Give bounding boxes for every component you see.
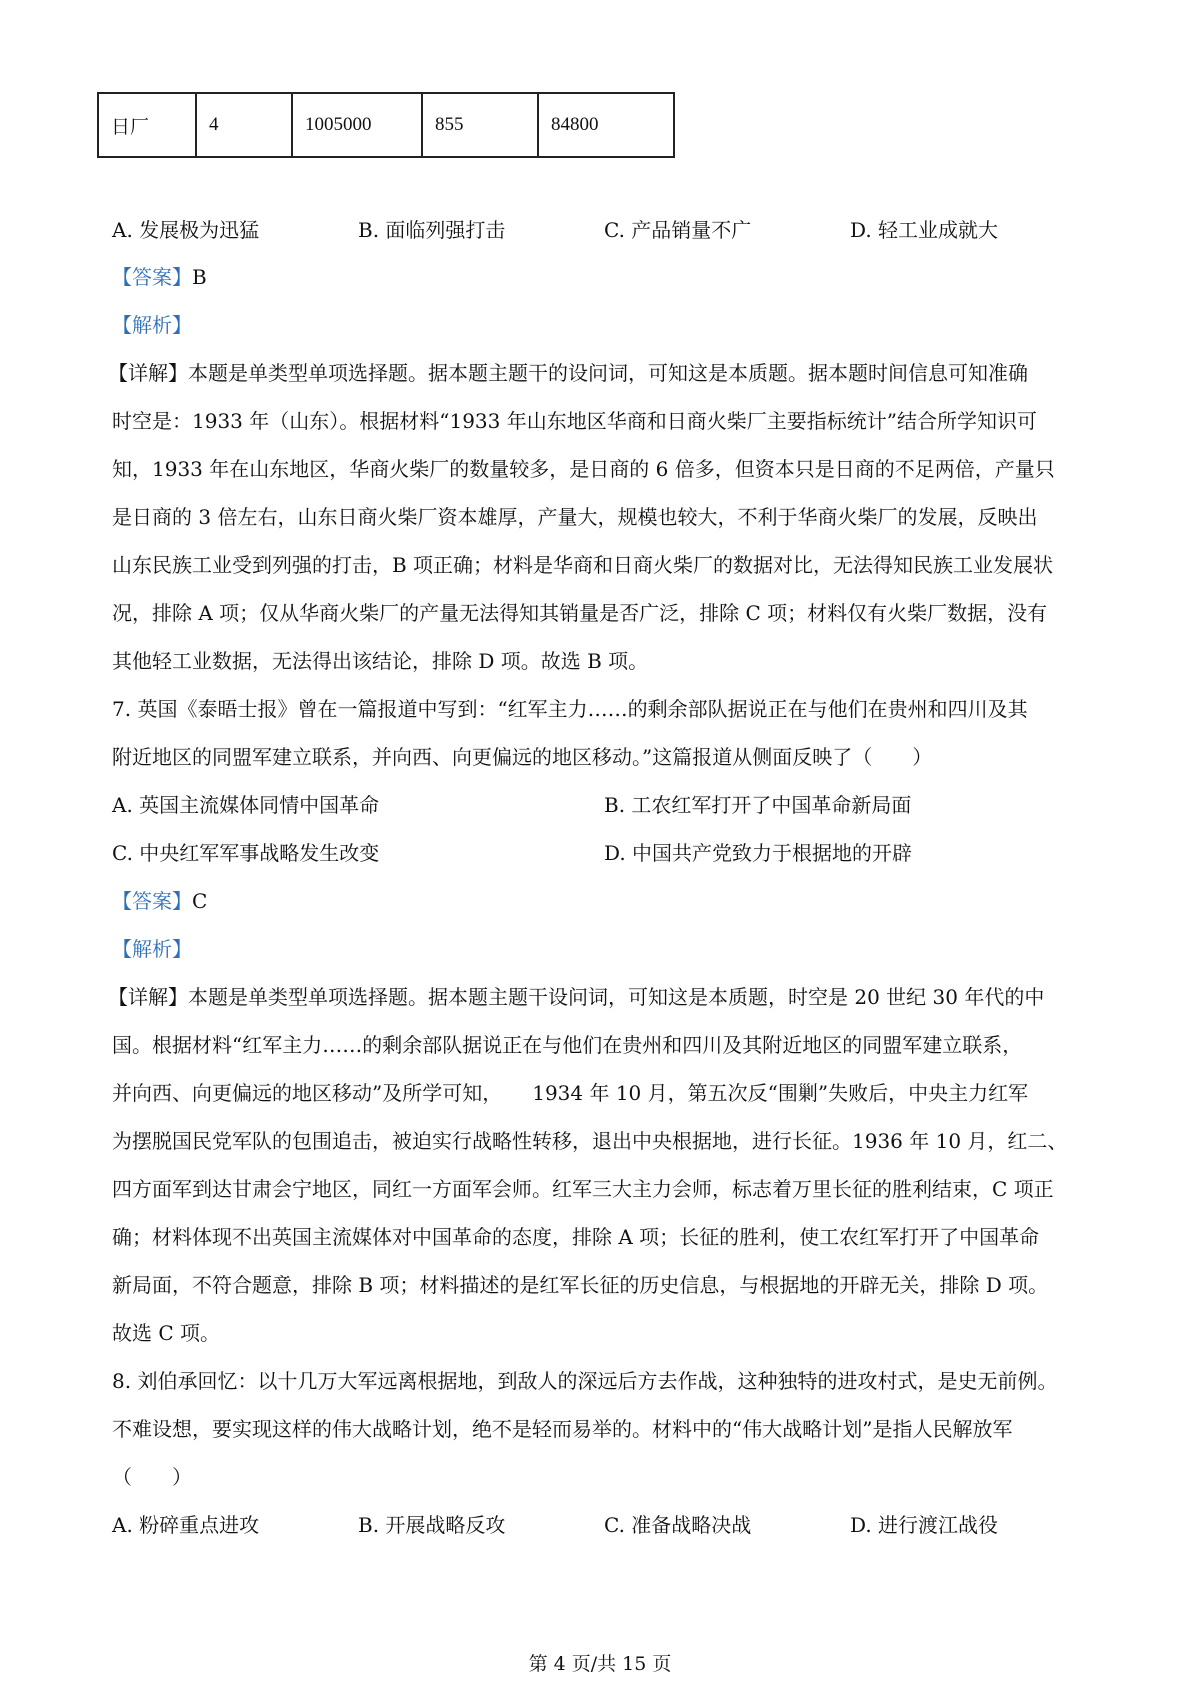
q8-option-a: A. 粉碎重点进攻 — [112, 1513, 260, 1537]
q6-option-d: D. 轻工业成就大 — [850, 218, 999, 242]
q7-detail-line: 为摆脱国民党军队的包围追击，被迫实行战略性转移，退出中央根据地，进行长征。1936 年 10 月，红二、 — [112, 1129, 1068, 1153]
table-cell: 84800 — [538, 93, 674, 157]
q8-option-d: D. 进行渡江战役 — [850, 1513, 999, 1537]
q7-detail-line: 故选 C 项。 — [112, 1321, 221, 1345]
q7-detail-line: 国。根据材料“红军主力……的剩余部队据说正在与他们在贵州和四川及其附近地区的同盟军建立联系， — [112, 1033, 1023, 1057]
q7-detail-line: 四方面军到达甘肃会宁地区，同红一方面军会师。红军三大主力会师，标志着万里长征的胜利结束，C 项正 — [112, 1177, 1054, 1201]
answer-tag: 【答案】 — [112, 889, 192, 913]
q7-stem-line: 7. 英国《泰晤士报》曾在一篇报道中写到：“红军主力……的剩余部队据说正在与他们在贵州和四川及其 — [112, 697, 1028, 721]
table-cell: 4 — [196, 93, 292, 157]
q8-option-b: B. 开展战略反攻 — [358, 1513, 506, 1537]
q7-detail-line: 并向西、向更偏远的地区移动”及所学可知， 1934 年 10 月，第五次反“围剿”失败后，中央主力红军 — [112, 1081, 1029, 1105]
q7-option-b: B. 工农红军打开了中国革命新局面 — [604, 793, 912, 817]
analysis-tag: 【解析】 — [112, 313, 192, 337]
q7-detail-line: 新局面，不符合题意，排除 B 项；材料描述的是红军长征的历史信息，与根据地的开辟无关，排除 D 项。 — [112, 1273, 1049, 1297]
page-footer: 第 4 页/共 15 页 — [528, 1653, 672, 1675]
q7-answer — [112, 889, 1112, 913]
q6-detail-line: 其他轻工业数据，无法得出该结论，排除 D 项。故选 B 项。 — [112, 649, 649, 673]
q6-detail-line: 是日商的 3 倍左右，山东日商火柴厂资本雄厚，产量大，规模也较大，不利于华商火柴厂的发展，反映出 — [112, 505, 1038, 529]
table-cell: 855 — [422, 93, 538, 157]
q8-stem-line: 8. 刘伯承回忆：以十几万大军远离根据地，到敌人的深远后方去作战，这种独特的进攻村式，是史无前例。 — [112, 1369, 1058, 1393]
answer-tag: 【答案】 — [112, 265, 192, 289]
q6-detail-line: 时空是：1933 年（山东）。根据材料“1933 年山东地区华商和日商火柴厂主要指标统计”结合所学知识可 — [112, 409, 1037, 433]
q6-option-c: C. 产品销量不广 — [604, 218, 752, 242]
table-cell: 1005000 — [292, 93, 422, 157]
answer-value: C — [192, 889, 208, 913]
q7-detail-line — [108, 985, 1108, 1009]
answer-value: B — [192, 265, 207, 289]
q6-analysis — [112, 313, 1112, 337]
q8-option-c: C. 准备战略决战 — [604, 1513, 752, 1537]
q7-analysis — [112, 937, 1112, 961]
detail-text: 本题是单类型单项选择题。据本题主题干设问词，可知这是本质题，时空是 20 世纪 30 年代的中 — [188, 985, 1045, 1009]
q7-option-c: C. 中央红军军事战略发生改变 — [112, 841, 380, 865]
analysis-tag: 【解析】 — [112, 937, 192, 961]
table-cell: 日厂 — [98, 93, 196, 157]
q6-detail-line — [108, 361, 1108, 385]
q7-option-a: A. 英国主流媒体同情中国革命 — [112, 793, 380, 817]
q6-detail-line: 况，排除 A 项；仅从华商火柴厂的产量无法得知其销量是否广泛，排除 C 项；材料仅有火柴厂数据，没有 — [112, 601, 1048, 625]
q7-stem-line: 附近地区的同盟军建立联系，并向西、向更偏远的地区移动。”这篇报道从侧面反映了（ ） — [112, 745, 933, 769]
detail-tag: 【详解】 — [108, 985, 188, 1009]
q6-answer — [112, 265, 1112, 289]
q7-option-d: D. 中国共产党致力于根据地的开辟 — [604, 841, 913, 865]
q6-option-b: B. 面临列强打击 — [358, 218, 506, 242]
detail-tag: 【详解】 — [108, 361, 188, 385]
table-row — [98, 93, 674, 157]
q6-detail-line: 知，1933 年在山东地区，华商火柴厂的数量较多，是日商的 6 倍多，但资本只是日商的不足两倍，产量只 — [112, 457, 1055, 481]
q7-detail-line: 确；材料体现不出英国主流媒体对中国革命的态度，排除 A 项；长征的胜利，使工农红军打开了中国革命 — [112, 1225, 1040, 1249]
q6-detail-line: 山东民族工业受到列强的打击，B 项正确；材料是华商和日商火柴厂的数据对比，无法得知民族工业发展状 — [112, 553, 1054, 577]
match-factory-table — [97, 92, 675, 158]
detail-text: 本题是单类型单项选择题。据本题主题干的设问词，可知这是本质题。据本题时间信息可知准确 — [188, 361, 1028, 385]
q6-option-a: A. 发展极为迅猛 — [112, 218, 260, 242]
q8-stem-line: 不难设想，要实现这样的伟大战略计划，绝不是轻而易举的。材料中的“伟大战略计划”是指人民解放军 — [112, 1417, 1013, 1441]
q8-stem-line: （ ） — [112, 1465, 192, 1489]
